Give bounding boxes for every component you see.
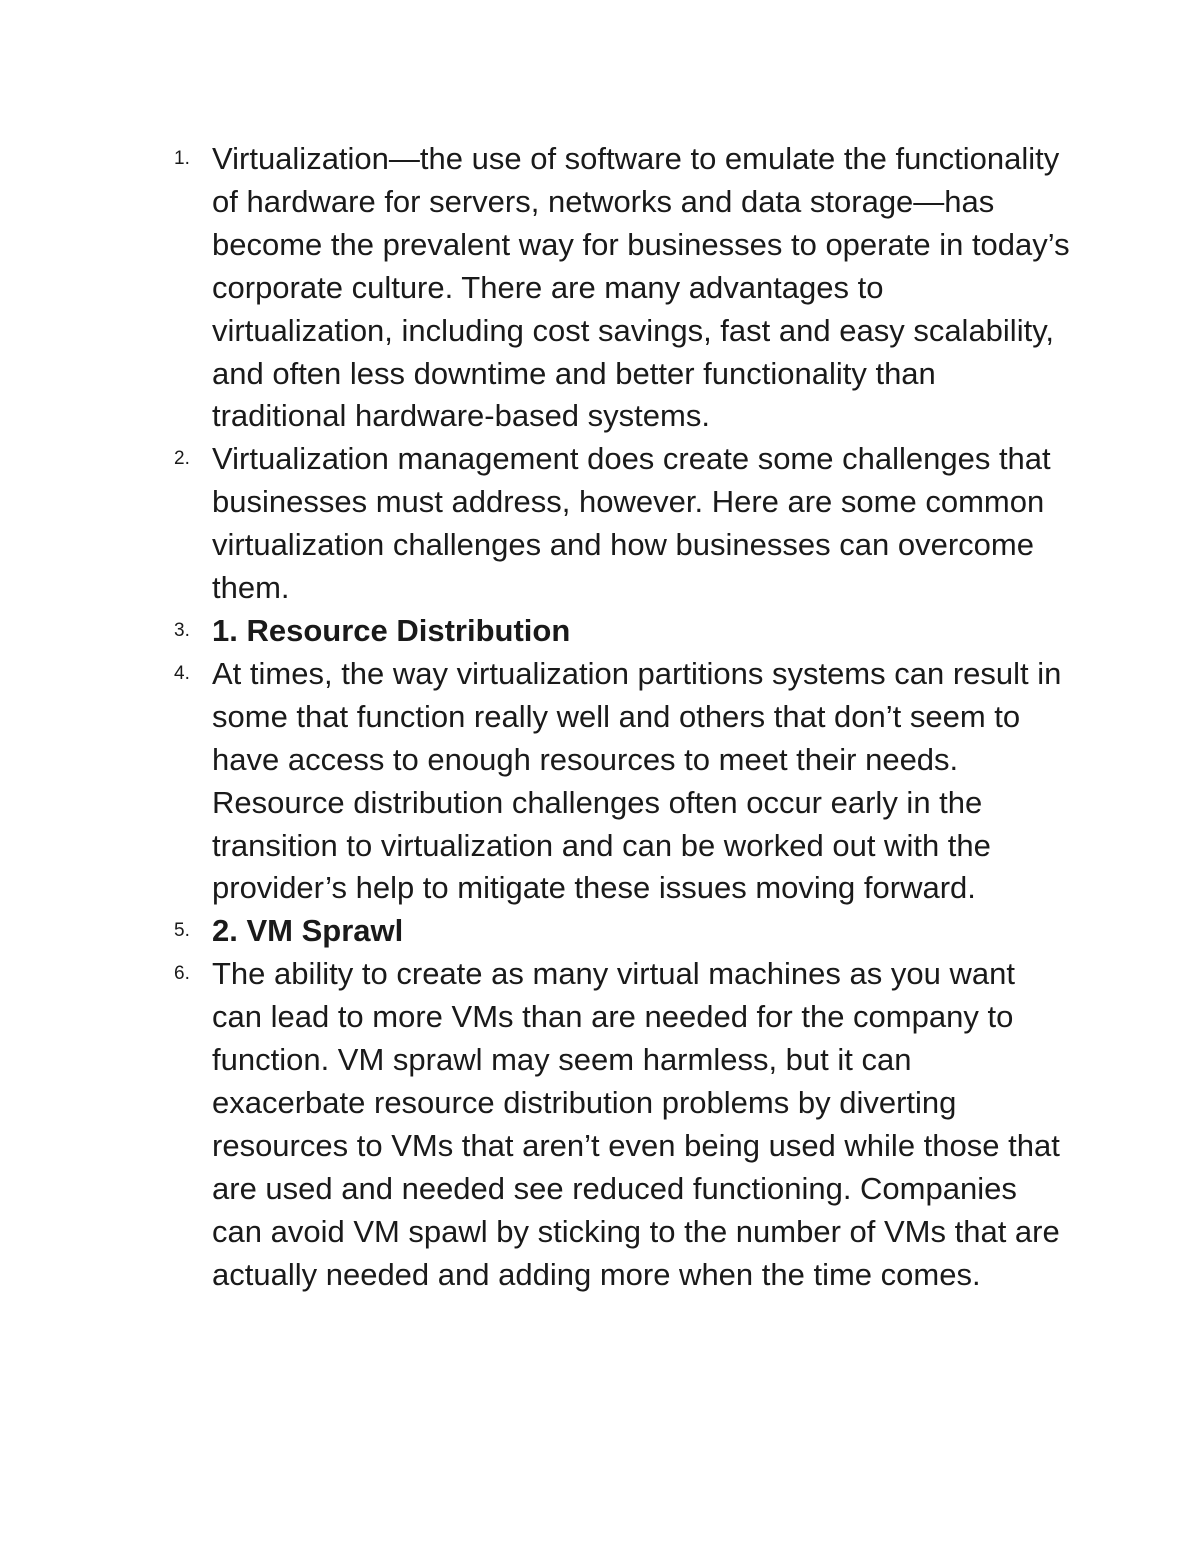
numbered-list bbox=[174, 138, 1072, 1296]
list-item-heading bbox=[174, 910, 1072, 953]
list-item-text: At times, the way virtualization partitions systems can result in some that function really well and others that don’t seem to have access to enough resources to meet their needs. Resource distribution challenges often occur early in the transition to virtualization and can be worked out with the provider’s help to mitigate these issues moving forward. bbox=[212, 655, 1062, 906]
list-item-number: 4. bbox=[174, 662, 190, 684]
list-item bbox=[174, 438, 1072, 610]
list-item-text: Virtualization—the use of software to emulate the functionality of hardware for servers, networks and data storage—has become the prevalent way for businesses to operate in today’s corporate culture. There are many advantages to virtualization, including cost savings, fast and easy scalability, and often less downtime and better functionality than traditional hardware-based systems. bbox=[212, 141, 1070, 434]
list-item bbox=[174, 953, 1072, 1296]
list-item-number: 1. bbox=[174, 148, 190, 169]
list-item bbox=[174, 653, 1072, 910]
list-item-text: Virtualization management does create some challenges that businesses must address, however. Here are some common virtualization challenges and how businesses can overcome them. bbox=[212, 441, 1051, 606]
list-item-number: 3. bbox=[174, 619, 190, 641]
list-item-number: 2. bbox=[174, 448, 190, 470]
section-heading: 2. VM Sprawl bbox=[212, 913, 404, 949]
list-item-number: 6. bbox=[174, 963, 190, 985]
list-item-heading bbox=[174, 610, 1072, 653]
list-item-text: The ability to create as many virtual machines as you want can lead to more VMs than are needed for the company to function. VM sprawl may seem harmless, but it can exacerbate resource distribution problems by diverting resources to VMs that aren’t even being used while those that are used and needed see reduced functioning. Companies can avoid VM spawl by sticking to the number of VMs that are actually needed and adding more when the time comes. bbox=[212, 956, 1060, 1292]
section-heading: 1. Resource Distribution bbox=[212, 612, 571, 648]
list-item-number: 5. bbox=[174, 920, 190, 942]
list-item bbox=[174, 138, 1072, 438]
